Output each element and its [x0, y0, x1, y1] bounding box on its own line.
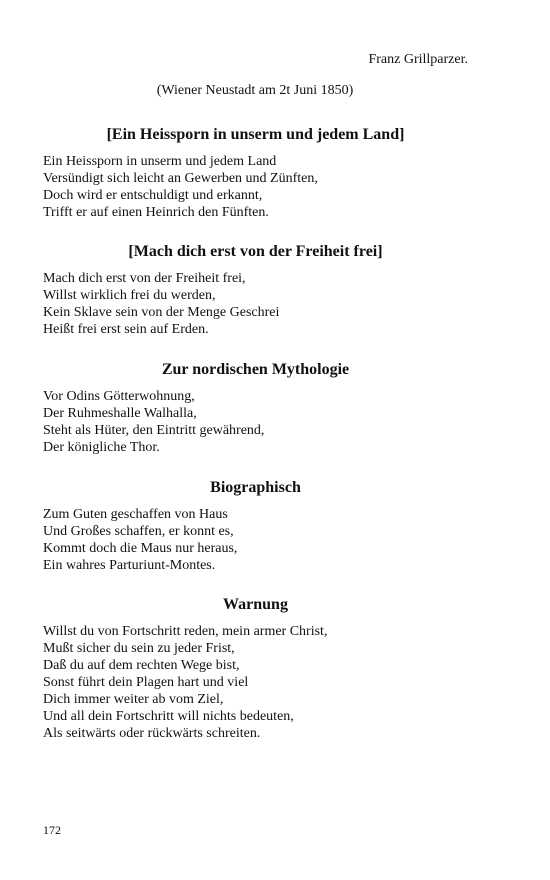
poem-title: Warnung	[223, 596, 288, 613]
poem-line: Der Ruhmeshalle Walhalla,	[43, 406, 197, 421]
poem-line: Heißt frei erst sein auf Erden.	[43, 322, 209, 337]
poem-line: Dich immer weiter ab vom Ziel,	[43, 692, 224, 707]
author-name: Franz Grillparzer.	[368, 52, 468, 67]
poem-line: Trifft er auf einen Heinrich den Fünften.	[43, 205, 269, 220]
poem-line: Vor Odins Götterwohnung,	[43, 389, 195, 404]
poem-line: Daß du auf dem rechten Wege bist,	[43, 658, 240, 673]
dateline: (Wiener Neustadt am 2t Juni 1850)	[156, 83, 354, 98]
poem-warnung	[43, 595, 468, 742]
poem-freiheit	[43, 242, 468, 338]
poem-biographisch	[43, 478, 468, 574]
poem-line: Kommt doch die Maus nur heraus,	[43, 541, 238, 556]
poem-title: Biographisch	[210, 479, 301, 496]
poem-line: Als seitwärts oder rückwärts schreiten.	[43, 726, 261, 741]
poem-line: Doch wird er entschuldigt und erkannt,	[43, 188, 263, 203]
poem-line: Ein wahres Parturiunt-Montes.	[43, 558, 216, 573]
poem-lines	[43, 153, 468, 221]
poem-title: Zur nordischen Mythologie	[161, 361, 350, 378]
poem-line: Mußt sicher du sein zu jeder Frist,	[43, 641, 235, 656]
poem-line: Und Großes schaffen, er konnt es,	[43, 524, 234, 539]
poem-line: Und all dein Fortschritt will nichts bedeuten,	[43, 709, 294, 724]
poem-line: Der königliche Thor.	[43, 440, 160, 455]
poem-line: Willst du von Fortschritt reden, mein armer Christ,	[43, 624, 328, 639]
poem-line: Versündigt sich leicht an Gewerben und Zünften,	[43, 171, 318, 186]
poem-title: [Ein Heissporn in unserm und jedem Land]	[106, 126, 405, 143]
poem-line: Steht als Hüter, den Eintritt gewährend,	[43, 423, 265, 438]
poem-line: Mach dich erst von der Freiheit frei,	[43, 271, 246, 286]
poem-lines	[43, 623, 468, 742]
page-number: 172	[43, 823, 61, 837]
poem-lines	[43, 270, 468, 338]
poem-title: [Mach dich erst von der Freiheit frei]	[128, 243, 383, 260]
poem-heissporn	[43, 125, 468, 221]
poem-line: Zum Guten geschaffen von Haus	[43, 507, 228, 522]
poem-line: Ein Heissporn in unserm und jedem Land	[43, 154, 277, 169]
poem-line: Willst wirklich frei du werden,	[43, 288, 216, 303]
poem-nordische-mythologie	[43, 360, 468, 456]
poem-line: Sonst führt dein Plagen hart und viel	[43, 675, 249, 690]
poem-lines	[43, 388, 468, 456]
poem-line: Kein Sklave sein von der Menge Geschrei	[43, 305, 280, 320]
poem-lines	[43, 506, 468, 574]
